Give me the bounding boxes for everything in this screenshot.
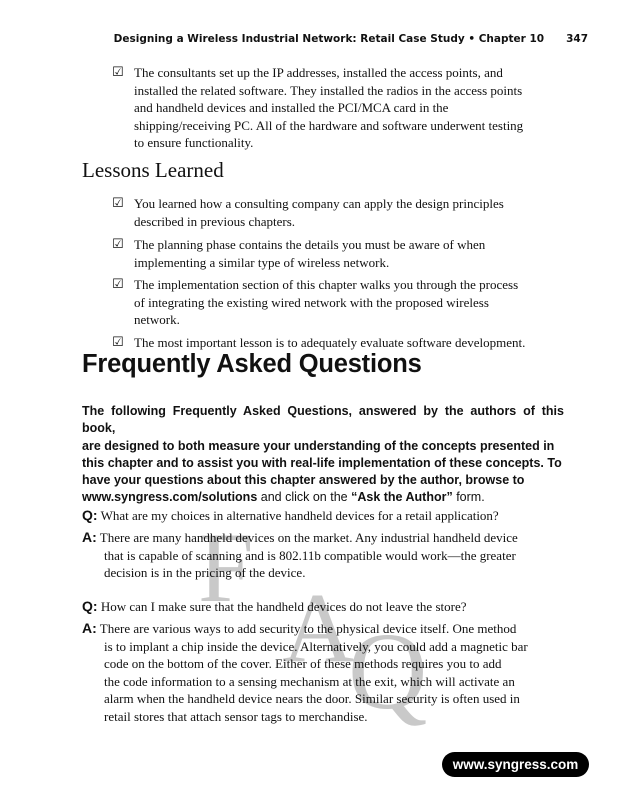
list-item: [112, 334, 560, 352]
question-text: How can I make sure that the handheld devices do not leave the store?: [100, 599, 467, 614]
bullet-text: shipping/receiving PC. All of the hardware and software underwent testing: [134, 117, 524, 133]
header-title: Designing a Wireless Industrial Network: Retail Case Study • Chapter 10: [113, 33, 545, 45]
a-label: A:: [82, 529, 97, 545]
answer-text: decision is in the pricing of the device.: [104, 565, 306, 580]
faq-watermark-f: F: [198, 512, 254, 623]
bullet-text: The planning phase contains the details you must be aware of when: [134, 237, 486, 252]
answer-text: the code information to a sensing mechanism at the exit, which will activate an: [104, 673, 515, 689]
bullet-text: installed the related software. They installed the radios in the access points: [134, 82, 523, 98]
faq-heading: Frequently Asked Questions: [82, 350, 422, 378]
page-number: 347: [566, 33, 588, 45]
bullet-text: The implementation section of this chapter walks you through the process: [134, 277, 519, 292]
checkbox-icon: ☑: [112, 335, 124, 350]
bullet-text: of integrating the existing wired network with the proposed wireless: [134, 294, 489, 310]
bullet-text: network.: [134, 312, 180, 327]
q-label: Q:: [82, 598, 98, 614]
answer-text: retail stores that attach sensor tags to merchandise.: [104, 708, 368, 724]
intro-text: are designed to both measure your understanding of the concepts presented in: [82, 438, 555, 453]
list-item: [112, 64, 560, 152]
intro-text: The following Frequently Asked Questions, answered by the authors of this book,: [82, 404, 564, 436]
q-label: Q:: [82, 507, 98, 523]
faq-question: [82, 507, 566, 525]
bullet-text: The consultants set up the IP addresses, installed the access points, and: [134, 65, 503, 80]
intro-text: and click on the: [257, 490, 352, 505]
answer-text: There are various ways to add security to the physical device itself. One method: [99, 621, 517, 636]
intro-text: have your questions about this chapter answered by the author, browse to: [82, 473, 525, 488]
faq-question: [82, 598, 566, 616]
faq-intro: [82, 403, 564, 507]
syngress-site-badge[interactable]: www.syngress.com: [442, 752, 589, 777]
faq-watermark-a: A: [282, 572, 355, 683]
list-item: [112, 195, 560, 230]
faq-watermark-q: Q: [348, 610, 428, 732]
a-label: A:: [82, 620, 97, 636]
answer-text: is to implant a chip inside the device. Alternatively, you could add a magnetic bar: [104, 638, 528, 654]
faq-answer: [82, 620, 566, 725]
running-header: [40, 33, 588, 45]
question-text: What are my choices in alternative handheld devices for a retail application?: [100, 508, 499, 523]
bullet-text: You learned how a consulting company can apply the design principles: [134, 196, 504, 211]
checkbox-icon: ☑: [112, 196, 124, 211]
checkbox-icon: ☑: [112, 277, 124, 292]
solutions-url-link[interactable]: www.syngress.com/solutions: [82, 490, 258, 505]
answer-text: There are many handheld devices on the market. Any industrial handheld device: [99, 530, 518, 545]
intro-text: this chapter and to assist you with real-life implementation of these concepts. To: [82, 455, 562, 470]
bullet-text: implementing a similar type of wireless network.: [134, 254, 390, 270]
list-item: [112, 276, 560, 329]
faq-answer: [82, 529, 566, 582]
lessons-learned-heading: Lessons Learned: [82, 158, 224, 182]
bullet-text: The most important lesson is to adequately evaluate software development.: [134, 335, 526, 350]
checkbox-icon: ☑: [112, 65, 124, 80]
checkbox-icon: ☑: [112, 237, 124, 252]
answer-text: code on the bottom of the cover. Either of these methods requires you to add: [104, 656, 502, 671]
bullet-text: and handheld devices and installed the PCI/MCA card in the: [134, 100, 449, 115]
answer-text: alarm when the handheld device nears the door. Similar security is often used in: [104, 691, 520, 706]
list-item: [112, 236, 560, 271]
bullet-text: described in previous chapters.: [134, 213, 296, 229]
answer-text: that is capable of scanning and is 802.11b compatible would work—the greater: [104, 547, 516, 563]
bullet-text: to ensure functionality.: [134, 135, 254, 150]
ask-the-author-link[interactable]: “Ask the Author”: [351, 490, 453, 505]
intro-text: form.: [452, 490, 485, 505]
